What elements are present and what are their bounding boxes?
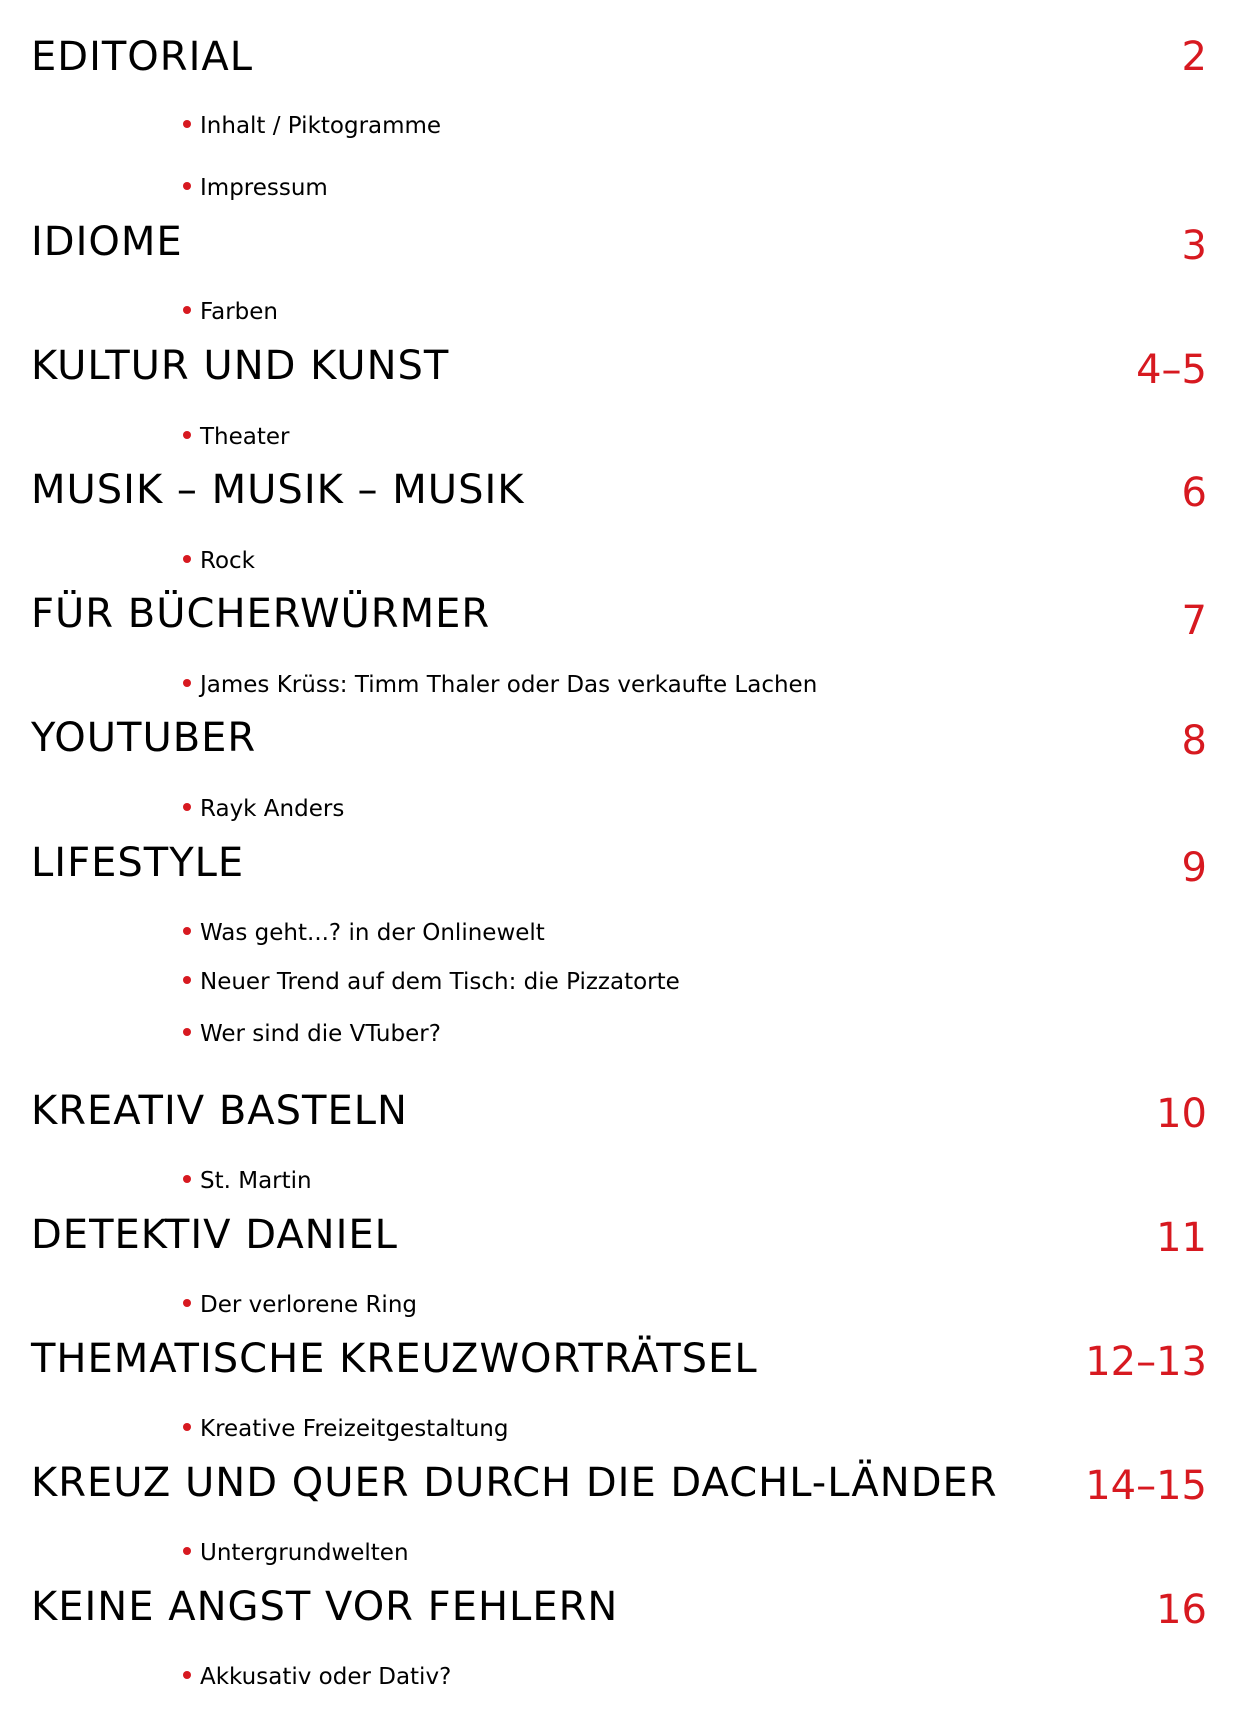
sub-item[interactable] xyxy=(183,967,680,997)
sub-item[interactable] xyxy=(183,794,344,824)
section-page-thematische-kreuzwortraetsel: 12–13 xyxy=(1085,1339,1207,1385)
section-title-idiome[interactable]: IDIOME xyxy=(31,219,183,265)
bullet-icon xyxy=(183,1671,191,1679)
sub-item-label: Was geht...? in der Onlinewelt xyxy=(200,920,545,946)
sub-item[interactable] xyxy=(183,1019,441,1049)
sub-item-label: Neuer Trend auf dem Tisch: die Pizzatorte xyxy=(200,969,680,995)
sub-item-label: James Krüss: Timm Thaler oder Das verkaufte Lachen xyxy=(200,672,818,698)
sub-item-label: Der verlorene Ring xyxy=(200,1292,417,1318)
bullet-icon xyxy=(183,927,191,935)
sub-item-label: Kreative Freizeitgestaltung xyxy=(200,1416,509,1442)
section-title-musik[interactable]: MUSIK – MUSIK – MUSIK xyxy=(31,467,525,513)
section-page-detektiv-daniel: 11 xyxy=(1156,1215,1207,1261)
section-page-kreativ-basteln: 10 xyxy=(1156,1091,1207,1137)
section-title-fuer-buecherwuermer[interactable]: FÜR BÜCHERWÜRMER xyxy=(31,591,491,637)
sub-item-label: Rayk Anders xyxy=(200,796,345,822)
bullet-icon xyxy=(183,306,191,314)
sub-item[interactable] xyxy=(183,1290,417,1320)
bullet-icon xyxy=(183,555,191,563)
bullet-icon xyxy=(183,1028,191,1036)
section-page-lifestyle: 9 xyxy=(1181,845,1207,891)
section-title-kreuz-und-quer[interactable]: KREUZ UND QUER DURCH DIE DACHL-LÄNDER xyxy=(31,1460,998,1506)
bullet-icon xyxy=(183,1175,191,1183)
section-title-kultur-und-kunst[interactable]: KULTUR UND KUNST xyxy=(31,343,450,389)
sub-item[interactable] xyxy=(183,1538,409,1568)
section-page-youtuber: 8 xyxy=(1181,718,1207,764)
sub-item-label: Akkusativ oder Dativ? xyxy=(200,1664,452,1690)
bullet-icon xyxy=(183,803,191,811)
sub-item-label: Wer sind die VTuber? xyxy=(200,1021,441,1047)
bullet-icon xyxy=(183,1547,191,1555)
section-page-musik: 6 xyxy=(1181,470,1207,516)
bullet-icon xyxy=(183,1423,191,1431)
section-page-kreuz-und-quer: 14–15 xyxy=(1085,1463,1207,1509)
section-page-fuer-buecherwuermer: 7 xyxy=(1181,598,1207,644)
section-title-editorial[interactable]: EDITORIAL xyxy=(31,34,254,80)
sub-item[interactable] xyxy=(183,1166,312,1196)
sub-item[interactable] xyxy=(183,111,441,141)
bullet-icon xyxy=(183,679,191,687)
sub-item[interactable] xyxy=(183,546,255,576)
sub-item[interactable] xyxy=(183,670,817,700)
section-page-keine-angst-vor-fehlern: 16 xyxy=(1156,1587,1207,1633)
sub-item-label: Untergrundwelten xyxy=(200,1540,409,1566)
section-page-kultur-und-kunst: 4–5 xyxy=(1136,347,1207,393)
bullet-icon xyxy=(183,120,191,128)
sub-item[interactable] xyxy=(183,918,545,948)
sub-item[interactable] xyxy=(183,297,278,327)
section-title-kreativ-basteln[interactable]: KREATIV BASTELN xyxy=(31,1088,408,1134)
sub-item-label: Rock xyxy=(200,548,255,574)
bullet-icon xyxy=(183,1299,191,1307)
sub-item[interactable] xyxy=(183,173,328,203)
section-page-idiome: 3 xyxy=(1181,223,1207,269)
sub-item-label: Inhalt / Piktogramme xyxy=(200,113,442,139)
sub-item-label: St. Martin xyxy=(200,1168,312,1194)
sub-item[interactable] xyxy=(183,422,290,452)
section-title-keine-angst-vor-fehlern[interactable]: KEINE ANGST VOR FEHLERN xyxy=(31,1584,619,1630)
section-title-youtuber[interactable]: YOUTUBER xyxy=(31,715,257,761)
bullet-icon xyxy=(183,431,191,439)
section-title-detektiv-daniel[interactable]: DETEKTIV DANIEL xyxy=(31,1212,398,1258)
section-title-lifestyle[interactable]: LIFESTYLE xyxy=(31,840,245,886)
section-title-thematische-kreuzwortraetsel[interactable]: THEMATISCHE KREUZWORTRÄTSEL xyxy=(31,1336,758,1382)
bullet-icon xyxy=(183,976,191,984)
sub-item-label: Theater xyxy=(200,424,290,450)
section-page-editorial: 2 xyxy=(1181,34,1207,80)
sub-item[interactable] xyxy=(183,1414,508,1444)
bullet-icon xyxy=(183,182,191,190)
sub-item-label: Impressum xyxy=(200,175,328,201)
sub-item-label: Farben xyxy=(200,299,278,325)
sub-item[interactable] xyxy=(183,1662,451,1692)
